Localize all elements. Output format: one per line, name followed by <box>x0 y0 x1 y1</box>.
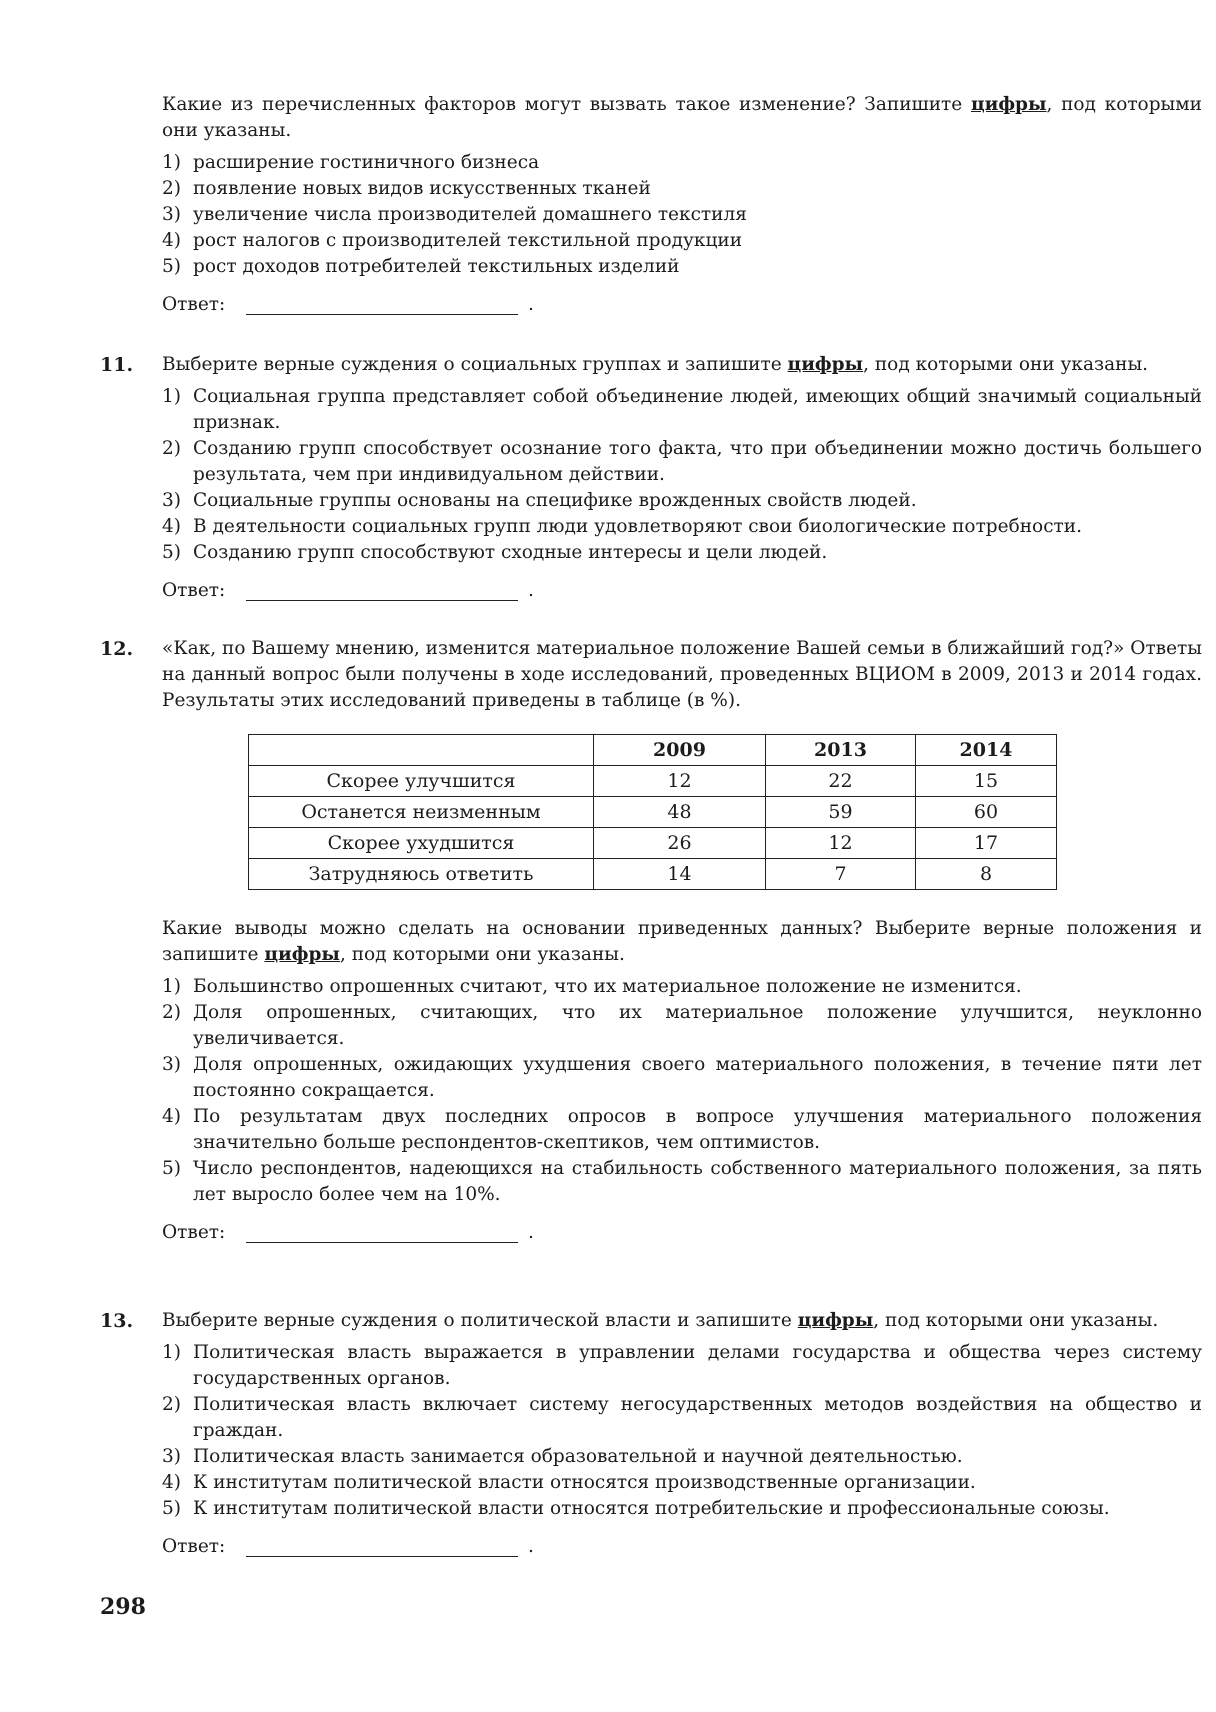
table-cell: 8 <box>916 859 1057 890</box>
option-5[interactable]: 5) Число респондентов, надеющихся на стабильность собственного материального положения, за пять лет выросло более чем на 10%. <box>162 1158 1202 1205</box>
table-cell: 59 <box>766 797 916 828</box>
question-11-stem: Выберите верные суждения о социальных группах и запишите цифры, под которыми они указаны. <box>162 354 1149 375</box>
option-2[interactable]: 2) Политическая власть включает систему негосударственных методов воздействия на общество и граждан. <box>162 1394 1202 1441</box>
question-13-number: 13. <box>100 1310 134 1332</box>
table-cell: 14 <box>594 859 766 890</box>
question-12-stem: «Как, по Вашему мнению, изменится материальное положение Вашей семьи в ближайший год?» Ответы на данный вопрос были получены в ходе исследований, проведенных ВЦИОМ в 2009, 2013 и 2014 годах. Результаты этих исследований приведены в таблице (в %). <box>162 638 1202 711</box>
answer-label: Ответ: <box>162 580 226 601</box>
column-header: 2009 <box>594 735 766 766</box>
option-3[interactable]: 3) Доля опрошенных, ожидающих ухудшения своего материального положения, в течение пяти лет постоянно сокращается. <box>162 1054 1202 1101</box>
table-cell: 22 <box>766 766 916 797</box>
table-cell: 7 <box>766 859 916 890</box>
table-header-row <box>249 735 1057 766</box>
option-4[interactable]: 4) рост налогов с производителей текстильной продукции <box>162 230 743 251</box>
table-row <box>249 828 1057 859</box>
option-4[interactable]: 4) К институтам политической власти относятся производственные организации. <box>162 1472 976 1493</box>
option-1[interactable]: 1) Социальная группа представляет собой объединение людей, имеющих общий значимый социальный признак. <box>162 386 1202 433</box>
table-cell: 26 <box>594 828 766 859</box>
question-12 <box>162 636 1202 1248</box>
row-label: Скорее ухудшится <box>249 828 594 859</box>
row-label: Затрудняюсь ответить <box>249 859 594 890</box>
table-row <box>249 797 1057 828</box>
answer-blank-line[interactable] <box>246 600 518 601</box>
option-2[interactable]: 2) Доля опрошенных, считающих, что их материальное положение улучшится, неуклонно увеличивается. <box>162 1002 1202 1049</box>
question-13-stem: Выберите верные суждения о политической власти и запишите цифры, под которыми они указаны. <box>162 1310 1159 1331</box>
option-3[interactable]: 3) Политическая власть занимается образовательной и научной деятельностью. <box>162 1446 963 1467</box>
table-cell: 60 <box>916 797 1057 828</box>
option-5[interactable]: 5) Созданию групп способствуют сходные интересы и цели людей. <box>162 542 828 563</box>
answer-field-11[interactable]: Ответ: . <box>162 578 1202 606</box>
row-label: Скорее улучшится <box>249 766 594 797</box>
table-cell: 17 <box>916 828 1057 859</box>
answer-field-12[interactable]: Ответ: . <box>162 1220 1202 1248</box>
question-11 <box>162 352 1202 606</box>
option-1[interactable]: 1) Политическая власть выражается в управлении делами государства и общества через систему государственных органов. <box>162 1342 1202 1389</box>
answer-field-13[interactable]: Ответ: . <box>162 1534 1202 1562</box>
option-2[interactable]: 2) появление новых видов искусственных тканей <box>162 178 651 199</box>
answer-blank-line[interactable] <box>246 314 518 315</box>
table-row <box>249 859 1057 890</box>
table-cell: 12 <box>594 766 766 797</box>
question-10 <box>162 92 1202 320</box>
question-12-stem-2: Какие выводы можно сделать на основании приведенных данных? Выберите верные положения и запишите цифры, под которыми они указаны. <box>162 918 1202 965</box>
option-3[interactable]: 3) увеличение числа производителей домашнего текстиля <box>162 204 747 225</box>
option-5[interactable]: 5) рост доходов потребителей текстильных изделий <box>162 256 680 277</box>
survey-results-table <box>248 734 1057 890</box>
question-10-stem: Какие из перечисленных факторов могут вызвать такое изменение? Запишите цифры, под которыми они указаны. <box>162 94 1202 141</box>
table-row <box>249 766 1057 797</box>
answer-blank-line[interactable] <box>246 1242 518 1243</box>
question-13-options <box>162 1340 1202 1522</box>
option-5[interactable]: 5) К институтам политической власти относятся потребительские и профессиональные союзы. <box>162 1498 1110 1519</box>
table-cell: 12 <box>766 828 916 859</box>
table-cell: 48 <box>594 797 766 828</box>
question-11-options <box>162 384 1202 566</box>
question-13 <box>162 1308 1202 1562</box>
option-4[interactable]: 4) В деятельности социальных групп люди удовлетворяют свои биологические потребности. <box>162 516 1083 537</box>
column-header: 2014 <box>916 735 1057 766</box>
option-1[interactable]: 1) расширение гостиничного бизнеса <box>162 152 540 173</box>
answer-label: Ответ: <box>162 294 226 315</box>
column-header: 2013 <box>766 735 916 766</box>
option-4[interactable]: 4) По результатам двух последних опросов в вопросе улучшения материального положения значительно больше респондентов-скептиков, чем оптимистов. <box>162 1106 1202 1153</box>
question-11-number: 11. <box>100 354 134 376</box>
answer-field-10[interactable]: Ответ: . <box>162 292 1202 320</box>
answer-blank-line[interactable] <box>246 1556 518 1557</box>
option-3[interactable]: 3) Социальные группы основаны на специфике врожденных свойств людей. <box>162 490 917 511</box>
answer-label: Ответ: <box>162 1222 226 1243</box>
question-12-number: 12. <box>100 638 134 660</box>
row-label: Останется неизменным <box>249 797 594 828</box>
table-cell: 15 <box>916 766 1057 797</box>
option-1[interactable]: 1) Большинство опрошенных считают, что их материальное положение не изменится. <box>162 976 1022 997</box>
answer-label: Ответ: <box>162 1536 226 1557</box>
option-2[interactable]: 2) Созданию групп способствует осознание того факта, что при объединении можно достичь большего результата, чем при индивидуальном действии. <box>162 438 1202 485</box>
page-number: 298 <box>100 1594 146 1620</box>
question-10-options <box>162 150 1202 280</box>
question-12-options <box>162 974 1202 1208</box>
